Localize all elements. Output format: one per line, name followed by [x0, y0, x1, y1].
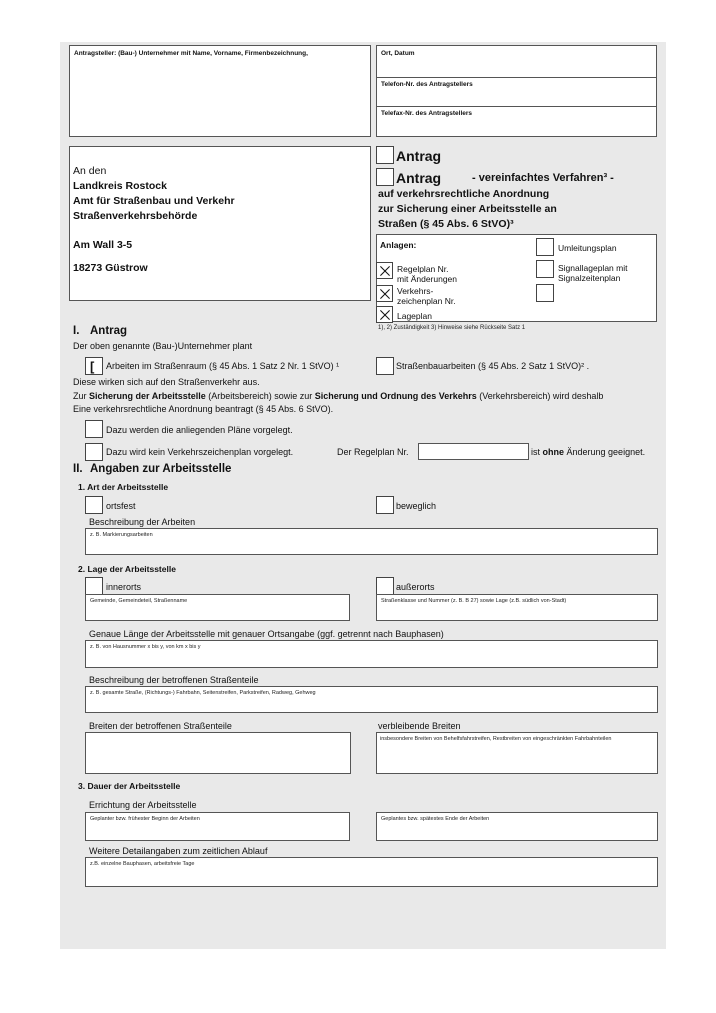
fax-field[interactable]: [376, 106, 657, 137]
lageplan-label: Lageplan: [397, 311, 432, 321]
no-plan-label: Dazu wird kein Verkehrszeichenplan vorgelegt.: [106, 447, 294, 457]
beschreibung-teile-input[interactable]: [85, 686, 658, 713]
attachments-footnote: 1), 2) Zuständigkeit 3) Hinweise siehe Rückseite Satz 1: [378, 325, 526, 331]
plans-attached-label: Dazu werden die anliegenden Pläne vorgelegt.: [106, 425, 293, 435]
breiten-input[interactable]: [85, 732, 351, 774]
recipient-line1: Landkreis Rostock: [73, 180, 167, 192]
art-title: 1. Art der Arbeitsstelle: [78, 482, 169, 492]
plans-attached-checkbox[interactable]: [85, 420, 103, 438]
verkehrszeichenplan-checkbox-checked[interactable]: [376, 285, 393, 302]
hint-hausnummer: z. B. von Hausnummer x bis y, von km x bis y: [90, 644, 201, 650]
arbeiten-strassenraum-checkbox[interactable]: [85, 357, 103, 375]
hint-ende: Geplantes bzw. spätestes Ende der Arbeiten: [381, 816, 490, 822]
regelplan-checkbox-checked[interactable]: [376, 262, 393, 279]
dauer-title: 3. Dauer der Arbeitsstelle: [78, 781, 181, 791]
purpose-text-line2: Eine verkehrsrechtliche Anordnung beantragt (§ 45 Abs. 6 StVO).: [73, 404, 334, 414]
errichtung-label: Errichtung der Arbeitsstelle: [89, 800, 197, 810]
laenge-label: Genaue Länge der Arbeitsstelle mit genauer Ortsangabe (ggf. getrennt nach Bauphasen): [89, 629, 444, 639]
weitere-input[interactable]: [85, 857, 658, 887]
hint-bauphasen: z.B. einzelne Bauphasen, arbeitsfreie Tage: [90, 861, 195, 867]
laenge-input[interactable]: [85, 640, 658, 668]
antrag-title: Antrag: [396, 148, 442, 164]
regelplan-nr-input[interactable]: [418, 443, 529, 460]
application-line2: zur Sicherung einer Arbeitsstelle an: [378, 203, 557, 215]
section1-intro: Der oben genannte (Bau-)Unternehmer plant: [73, 341, 253, 351]
beweglich-label: beweglich: [396, 501, 437, 511]
strassenbauarbeiten-checkbox[interactable]: [376, 357, 394, 375]
beschreibung-arbeiten-label: Beschreibung der Arbeiten: [89, 517, 196, 527]
strassenbauarbeiten-label: Straßenbauarbeiten (§ 45 Abs. 2 Satz 1 StVO)² .: [396, 361, 590, 371]
antrag-checkbox[interactable]: [376, 146, 394, 164]
recipient-an-den: An den: [73, 165, 107, 177]
regelplan-nr-label: Der Regelplan Nr.: [337, 447, 409, 457]
breiten-label: Breiten der betroffenen Straßenteile: [89, 721, 232, 731]
applicant-field[interactable]: [69, 45, 371, 137]
beschreibung-teile-label: Beschreibung der betroffenen Straßenteile: [89, 675, 259, 685]
effect-text: Diese wirken sich auf den Straßenverkehr aus.: [73, 377, 260, 387]
recipient-line3: Straßenverkehrsbehörde: [73, 210, 198, 222]
beweglich-checkbox[interactable]: [376, 496, 394, 514]
place-date-field[interactable]: [376, 45, 657, 78]
suitable-text: ist ohne Änderung geeignet.: [531, 447, 646, 457]
bracket-mark: [: [90, 359, 95, 374]
fax-label: Telefax-Nr. des Antragstellers: [381, 110, 473, 117]
applicant-label: Antragsteller: (Bau-) Unternehmer mit Name, Vorname, Firmenbezeichnung,: [74, 50, 308, 57]
simplified-procedure: - vereinfachtes Verfahren³ -: [472, 172, 614, 184]
recipient-line2: Amt für Straßenbau und Verkehr: [73, 195, 235, 207]
regelplan-label-2: mit Änderungen: [397, 274, 458, 284]
verbleibende-input[interactable]: [376, 732, 658, 774]
hint-markierung: z. B. Markierungsarbeiten: [90, 532, 153, 538]
gemeinde-input[interactable]: [85, 594, 350, 621]
phone-label: Telefon-Nr. des Antragstellers: [381, 81, 473, 88]
phone-field[interactable]: [376, 77, 657, 107]
umleitungsplan-label: Umleitungsplan: [558, 243, 617, 253]
antrag-simplified-title: Antrag: [396, 170, 442, 186]
lage-title: 2. Lage der Arbeitsstelle: [78, 564, 176, 574]
place-date-label: Ort, Datum: [381, 50, 415, 57]
ortsfest-checkbox[interactable]: [85, 496, 103, 514]
application-line3: Straßen (§ 45 Abs. 6 StVO)³: [378, 218, 514, 230]
antrag-simplified-checkbox[interactable]: [376, 168, 394, 186]
innerorts-label: innerorts: [106, 582, 142, 592]
section2-title: Angaben zur Arbeitsstelle: [90, 463, 232, 475]
beginn-input[interactable]: [85, 812, 350, 841]
recipient-street: Am Wall 3-5: [73, 239, 133, 251]
beschreibung-arbeiten-input[interactable]: [85, 528, 658, 555]
ausserorts-label: außerorts: [396, 582, 435, 592]
signallageplan-label-1: Signallageplan mit: [558, 263, 628, 273]
signallageplan-label-2: Signalzeitenplan: [558, 273, 621, 283]
purpose-text: Zur Sicherung der Arbeitsstelle (Arbeitsbereich) sowie zur Sicherung und Ordnung des Verkehrs (Verkehrsbereich) wird deshalb: [73, 391, 604, 401]
extra-attachment-checkbox[interactable]: [536, 284, 554, 302]
ende-input[interactable]: [376, 812, 658, 841]
weitere-label: Weitere Detailangaben zum zeitlichen Ablauf: [89, 846, 268, 856]
verbleibende-label: verbleibende Breiten: [378, 721, 461, 731]
hint-gesamte: z. B. gesamte Straße, (Richtungs-) Fahrbahn, Seitenstreifen, Parkstreifen, Radweg, Gehweg: [90, 690, 316, 696]
hint-strassenklasse: Straßenklasse und Nummer (z. B. B 27) sowie Lage (z.B. südlich von-Stadt): [381, 598, 567, 604]
arbeiten-strassenraum-label: Arbeiten im Straßenraum (§ 45 Abs. 1 Satz 2 Nr. 1 StVO) ¹: [106, 361, 340, 371]
recipient-city: 18273 Güstrow: [73, 262, 148, 274]
ausserorts-checkbox[interactable]: [376, 577, 394, 595]
section1-number: I.: [73, 325, 80, 337]
application-line1: auf verkehrsrechtliche Anordnung: [378, 188, 550, 200]
verkehrszeichen-label-2: zeichenplan Nr.: [397, 296, 456, 306]
ortsfest-label: ortsfest: [106, 501, 136, 511]
strassenklasse-input[interactable]: [376, 594, 658, 621]
section2-number: II.: [73, 463, 83, 475]
attachments-label: Anlagen:: [380, 240, 417, 250]
hint-verbleibende: insbesondere Breiten von Behelfsfahrstreifen, Restbreiten von eingeschränkten Fahrbahnteilen: [380, 736, 612, 742]
signallageplan-checkbox[interactable]: [536, 260, 554, 278]
umleitungsplan-checkbox[interactable]: [536, 238, 554, 256]
verkehrszeichen-label-1: Verkehrs-: [397, 286, 434, 296]
recipient-address-box: [69, 146, 371, 301]
hint-gemeinde: Gemeinde, Gemeindeteil, Straßenname: [90, 598, 188, 604]
lageplan-checkbox-checked[interactable]: [376, 306, 393, 323]
section1-title: Antrag: [90, 325, 128, 337]
innerorts-checkbox[interactable]: [85, 577, 103, 595]
no-plan-checkbox[interactable]: [85, 443, 103, 461]
hint-beginn: Geplanter bzw. frühester Beginn der Arbeiten: [90, 816, 200, 822]
regelplan-label-1: Regelplan Nr.: [397, 264, 449, 274]
